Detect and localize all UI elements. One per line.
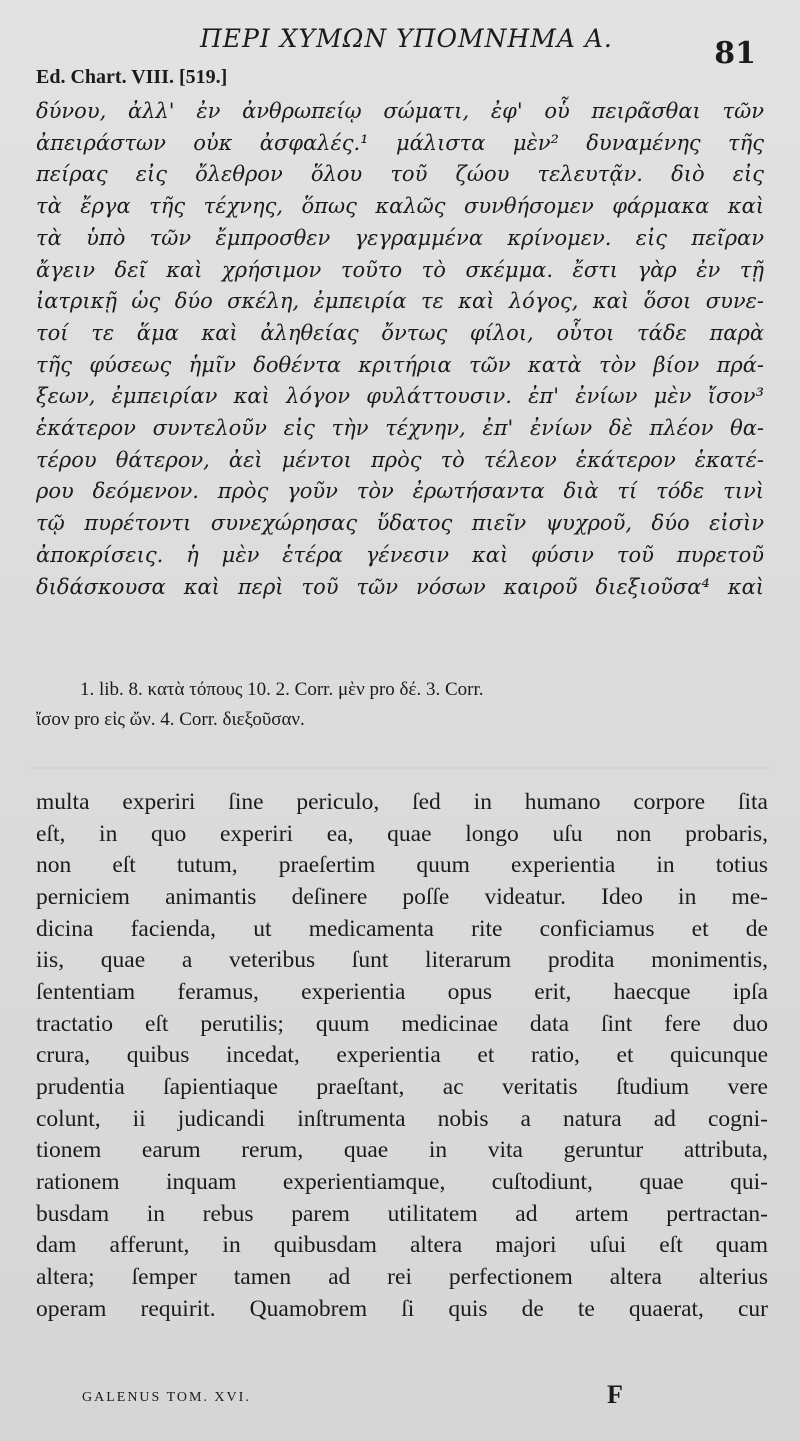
notes-line: ἴσον pro εἰς ὤν. 4. Corr. διεξοῦσαν. bbox=[36, 709, 305, 730]
latin-line: tionem earum rerum, quae in vita geruntur attributa, bbox=[36, 1137, 768, 1164]
greek-line: δύνου, ἀλλ' ἐν ἀνθρωπείῳ σώματι, ἐφ' οὗ πειρᾶσθαι τῶν bbox=[36, 99, 764, 123]
greek-line: τοί τε ἅμα καὶ ἀληθείας ὄντως φίλοι, οὗτοι τάδε παρὰ bbox=[36, 320, 764, 345]
page-footer bbox=[0, 1380, 800, 1420]
greek-line: τὰ ἔργα τῆς τέχνης, ὅπως καλῶς συνθήσομεν φάρμακα καὶ bbox=[36, 194, 764, 219]
latin-line: dicina facienda, ut medicamenta rite conficiamus et de bbox=[36, 915, 768, 942]
running-head bbox=[0, 18, 800, 71]
latin-line: eſt, in quo experiri ea, quae longo uſu non probaris, bbox=[36, 820, 768, 847]
latin-line: iis, quae a veteribus ſunt literarum prodita monimentis, bbox=[36, 947, 768, 974]
latin-line: operam requirit. Quamobrem ſi quis de te quaerat, cur bbox=[36, 1295, 768, 1322]
greek-line: τέρου θάτερον, ἀεὶ μέντοι πρὸς τὸ τέλεον ἑκάτερον ἑκατέ- bbox=[36, 447, 764, 472]
section-divider bbox=[30, 748, 770, 788]
greek-line: ἀπειράστων οὐκ ἀσφαλές.¹ μάλιστα μὲν² δυναμένης τῆς bbox=[36, 130, 764, 155]
page-number: 81 bbox=[714, 36, 756, 71]
latin-line: perniciem animantis deſinere poſſe videatur. Ideo in me- bbox=[36, 883, 768, 910]
greek-line: πείρας εἰς ὄλεθρον ὅλου τοῦ ζώου τελευτᾷν. διὸ εἰς bbox=[36, 162, 764, 187]
latin-line: multa experiri ſine periculo, ſed in humano corpore ſita bbox=[36, 789, 768, 815]
greek-line: ρου δεόμενον. πρὸς γοῦν τὸν ἐρωτήσαντα διὰ τί τόδε τινὶ bbox=[36, 479, 764, 504]
greek-line: τῷ πυρέτοντι συνεχώρησας ὕδατος πιεῖν ψυχροῦ, δύο εἰσὶν bbox=[36, 511, 764, 536]
running-title: ΠΕΡΙ ΧΥΜΩΝ ΥΠΟΜΝΗΜΑ Α. bbox=[200, 24, 613, 53]
footnotes-block bbox=[36, 675, 764, 735]
notes-line: 1. lib. 8. κατὰ τόπους 10. 2. Corr. μὲν pro δέ. 3. Corr. bbox=[80, 679, 484, 700]
latin-line: busdam in rebus parem utilitatem ad artem pertractan- bbox=[36, 1200, 768, 1227]
latin-text-block bbox=[36, 787, 768, 1325]
signature-mark: GALENUS TOM. XVI. bbox=[82, 1390, 251, 1405]
greek-line: ἰατρικῇ ὡς δύο σκέλη, ἐμπειρία τε καὶ λόγος, καὶ ὅσοι συνε- bbox=[36, 289, 764, 314]
latin-line: colunt, ii judicandi inſtrumenta nobis a natura ad cogni- bbox=[36, 1105, 768, 1132]
latin-line: prudentia ſapientiaque praeſtant, ac veritatis ſtudium vere bbox=[36, 1073, 768, 1100]
latin-line: dam afferunt, in quibusdam altera majori uſui eſt quam bbox=[36, 1232, 768, 1259]
greek-line: ἑκάτερον συντελοῦν εἰς τὴν τέχνην, ἐπ' ἐνίων δὲ πλέον θα- bbox=[36, 416, 764, 441]
latin-line: crura, quibus incedat, experientia et ratio, et quicunque bbox=[36, 1042, 768, 1069]
signature-letter: F bbox=[607, 1380, 623, 1409]
latin-line: rationem inquam experientiamque, cuſtodiunt, quae qui- bbox=[36, 1168, 768, 1195]
latin-line: altera; ſemper tamen ad rei perfectionem altera alterius bbox=[36, 1263, 768, 1290]
greek-text-block bbox=[36, 96, 764, 603]
latin-line: non eſt tutum, praeſertim quum experientia in totius bbox=[36, 852, 768, 879]
edition-reference: Ed. Chart. VIII. [519.] bbox=[36, 66, 228, 88]
greek-line: τῆς φύσεως ἡμῖν δοθέντα κριτήρια τῶν κατὰ τὸν βίον πρά- bbox=[36, 352, 764, 377]
greek-line: διδάσκουσα καὶ περὶ τοῦ τῶν νόσων καιροῦ διεξιοῦσα⁴ καὶ bbox=[36, 574, 764, 599]
greek-line: ἄγειν δεῖ καὶ χρήσιμον τοῦτο τὸ σκέμμα. ἔστι γὰρ ἐν τῇ bbox=[36, 257, 764, 282]
greek-line: ἀποκρίσεις. ἡ μὲν ἑτέρα γένεσιν καὶ φύσιν τοῦ πυρετοῦ bbox=[36, 542, 764, 567]
greek-line: ξεων, ἐμπειρίαν καὶ λόγον φυλάττουσιν. ἐπ' ἐνίων μὲν ἴσον³ bbox=[36, 384, 764, 409]
latin-line: ſententiam feramus, experientia opus erit, haecque ipſa bbox=[36, 978, 768, 1005]
latin-line: tractatio eſt perutilis; quum medicinae data ſint fere duo bbox=[36, 1010, 768, 1037]
greek-line: τὰ ὑπὸ τῶν ἔμπροσθεν γεγραμμένα κρίνομεν. εἰς πεῖραν bbox=[36, 225, 764, 250]
